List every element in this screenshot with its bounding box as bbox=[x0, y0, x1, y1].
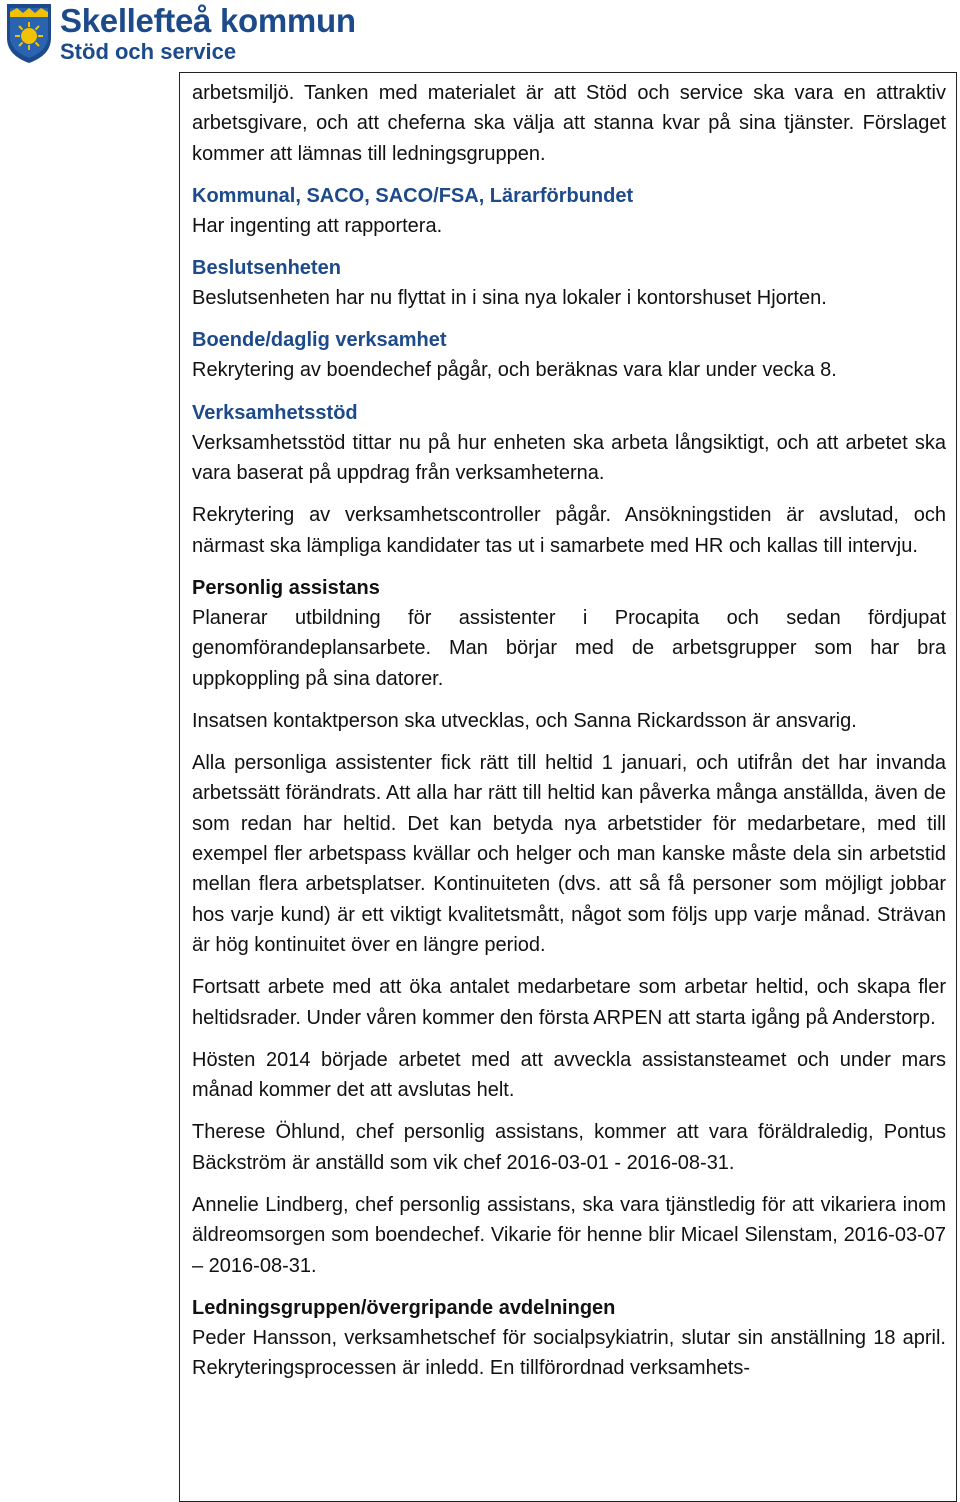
assistans-paragraph-5: Hösten 2014 började arbetet med att avveckla assistansteamet och under mars månad kommer det att avslutas helt. bbox=[192, 1048, 946, 1102]
boende-section bbox=[192, 325, 946, 385]
ledning-section bbox=[192, 1293, 946, 1384]
document-body bbox=[179, 72, 957, 1502]
boende-text: Rekrytering av boendechef pågår, och beräknas vara klar under vecka 8. bbox=[192, 359, 837, 382]
assistans-section-7 bbox=[192, 1190, 946, 1281]
intro-section bbox=[192, 78, 946, 169]
brand-subtitle: Stöd och service bbox=[60, 39, 237, 64]
beslut-section bbox=[192, 253, 946, 313]
unions-text: Har ingenting att rapportera. bbox=[192, 214, 443, 237]
assistans-heading: Personlig assistans bbox=[192, 576, 380, 599]
assistans-section bbox=[192, 573, 946, 694]
unions-section bbox=[192, 181, 946, 241]
brand-name: Skellefteå kommun bbox=[60, 2, 356, 39]
assistans-section-2 bbox=[192, 706, 946, 736]
assistans-paragraph-7: Annelie Lindberg, chef personlig assistans, ska vara tjänstledig för att vikariera inom äldreomsorgen som boendechef. Vikarie för henne blir Micael Silenstam, 2016-03-07 – 2016-08-31. bbox=[192, 1194, 946, 1277]
intro-paragraph: arbetsmiljö. Tanken med materialet är att Stöd och service ska vara en attraktiv arbetsgivare, och att cheferna ska välja att stanna kvar på sina tjänster. Förslaget kommer att lämnas till ledningsgruppen. bbox=[192, 82, 946, 165]
assistans-paragraph-6: Therese Öhlund, chef personlig assistans, kommer att vara föräldraledig, Pontus Bäckström är anställd som vik chef 2016-03-01 - 2016-08-31. bbox=[192, 1121, 946, 1174]
assistans-paragraph-4: Fortsatt arbete med att öka antalet medarbetare som arbetar heltid, och skapa fler heltidsrader. Under våren kommer den första ARPEN att starta igång på Anderstorp. bbox=[192, 976, 946, 1029]
boende-heading: Boende/daglig verksamhet bbox=[192, 329, 447, 352]
brand bbox=[60, 2, 356, 64]
assistans-paragraph-2: Insatsen kontaktperson ska utvecklas, och Sanna Rickardsson är ansvarig. bbox=[192, 709, 857, 732]
verksamhetsstod-heading: Verksamhetsstöd bbox=[192, 401, 358, 424]
ledning-heading: Ledningsgruppen/övergripande avdelningen bbox=[192, 1296, 616, 1319]
assistans-section-3 bbox=[192, 748, 946, 960]
skelleftea-crest-icon bbox=[4, 2, 54, 64]
assistans-paragraph-3: Alla personliga assistenter fick rätt till heltid 1 januari, och utifrån det har invanda arbetssätt förändrats. Att alla har rätt till heltid kan påverka många anställda, även de som redan har heltid. Det kan betyda nya arbetstider för medarbetare, med till exempel fler arbetspass kvällar och helger och man kanske måste dela sin arbetstid mellan flera arbetsplatser. Kontinuiteten (dvs. att så få personer som möjligt jobbar hos varje kund) är ett viktigt kvalitetsmått, något som följs upp varje månad. Strävan är hög kontinuitet över en längre period. bbox=[192, 752, 946, 956]
assistans-section-6 bbox=[192, 1117, 946, 1178]
ledning-text: Peder Hansson, verksamhetschef för socialpsykiatrin, slutar sin anställning 18 april. Rekryteringsprocessen är inledd. En tillförordnad verksamhets- bbox=[192, 1326, 946, 1380]
beslut-heading: Beslutsenheten bbox=[192, 257, 341, 280]
unions-heading: Kommunal, SACO, SACO/FSA, Lärarförbundet bbox=[192, 184, 634, 207]
verksamhetsstod-paragraph-1: Verksamhetsstöd tittar nu på hur enheten ska arbeta långsiktigt, och att arbetet ska vara baserat på uppdrag från verksamheterna. bbox=[192, 431, 946, 485]
assistans-section-4 bbox=[192, 972, 946, 1033]
verksamhetsstod-paragraph-2: Rekrytering av verksamhetscontroller pågår. Ansökningstiden är avslutad, och närmast ska lämpliga kandidater tas ut i samarbete med HR och kallas till intervju. bbox=[192, 504, 946, 557]
assistans-paragraph-1: Planerar utbildning för assistenter i Procapita och sedan fördjupat genomförandeplansarbete. Man börjar med de arbetsgrupper som har bra uppkoppling på sina datorer. bbox=[192, 606, 946, 690]
beslut-text: Beslutsenheten har nu flyttat in i sina nya lokaler i kontorshuset Hjorten. bbox=[192, 287, 827, 310]
verksamhetsstod-section-2 bbox=[192, 500, 946, 561]
verksamhetsstod-section bbox=[192, 398, 946, 489]
assistans-section-5 bbox=[192, 1045, 946, 1106]
